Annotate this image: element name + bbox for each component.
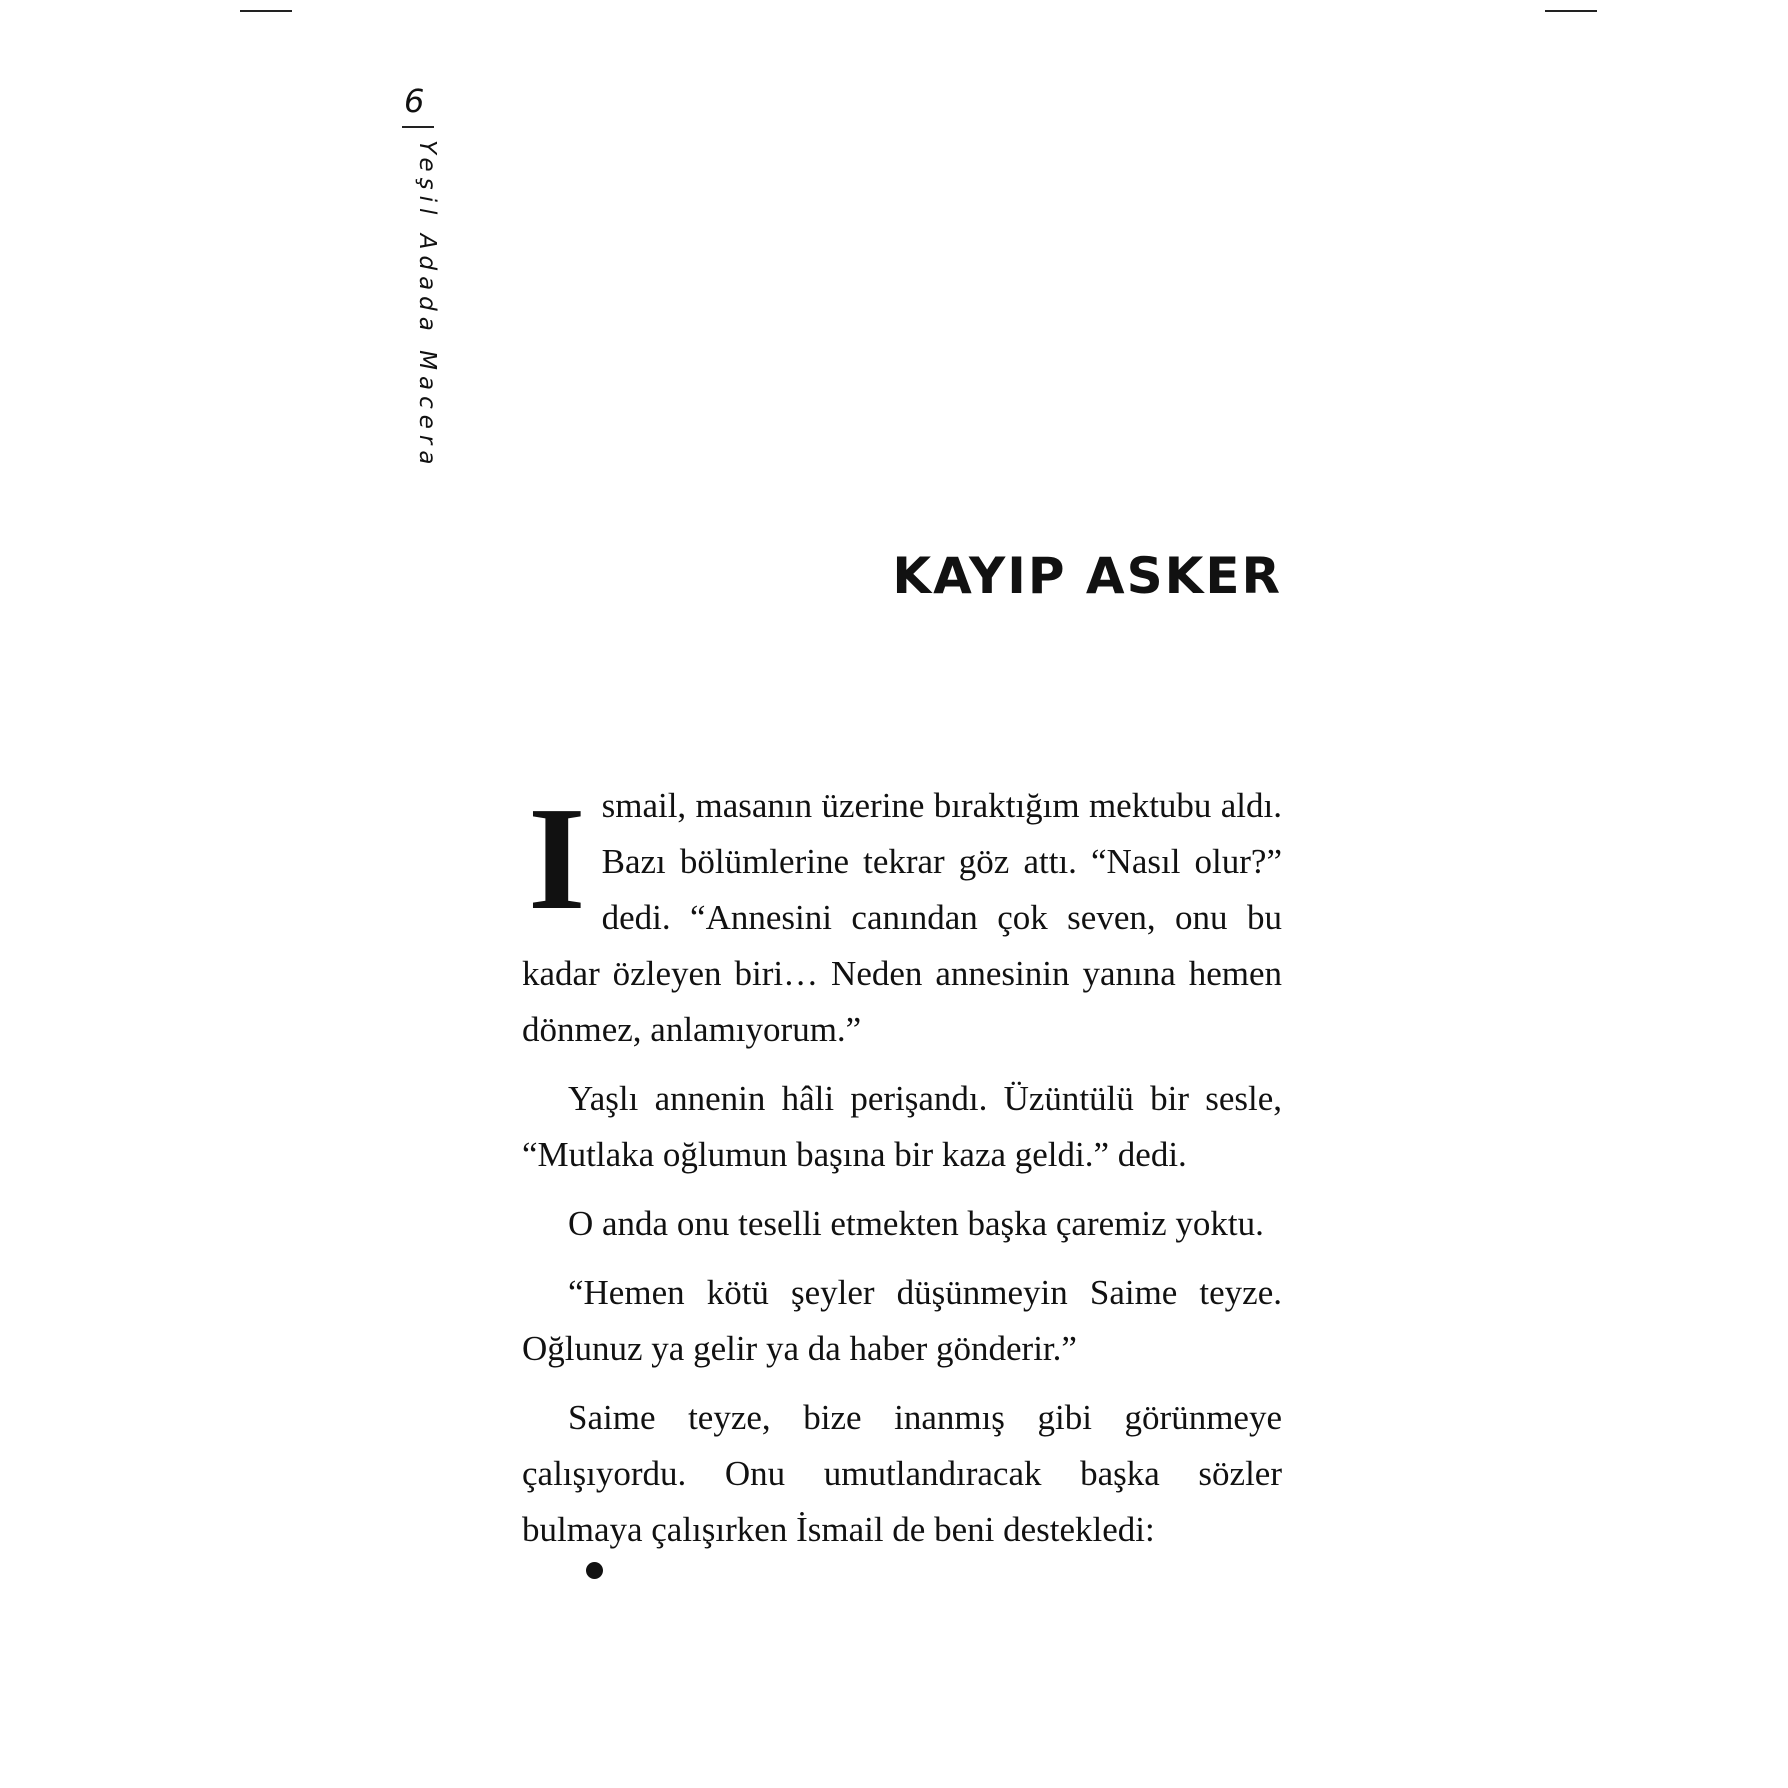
body-text [522,778,1282,1571]
paragraph-3: O anda onu teselli etmekten başka çaremiz yoktu. [568,1204,1264,1243]
paragraph-1 [522,778,1282,1058]
page-number: 6 [404,82,425,120]
crop-mark-right [1545,10,1597,12]
paragraph-2: Yaşlı annenin hâli perişandı. Üzüntülü bir sesle, “Mutlaka oğlumun başına bir kaza geldi.” dedi. [522,1079,1282,1174]
chapter-title: KAYIP ASKER [892,547,1282,605]
running-head [392,82,442,471]
book-title: Yeşil Adada Macera [414,140,440,471]
running-head-rule [402,126,434,128]
dropcap-dot [586,1562,603,1579]
paragraph-4: “Hemen kötü şeyler düşünmeyin Saime teyze. Oğlunuz ya gelir ya da haber gönderir.” [522,1273,1282,1368]
paragraph-1-text: smail, masanın üzerine bıraktığım mektubu aldı. Bazı bölümlerine tekrar göz attı. “Nasıl olur?” dedi. “Annesini canından çok seven, onu bu kadar özleyen biri… Neden annesinin yanına hemen dönmez, anlamıyorum.” [522,786,1282,1049]
dropcap: I [528,777,586,941]
paragraph-5: Saime teyze, bize inanmış gibi görünmeye çalışıyordu. Onu umutlandıracak başka sözler bulmaya çalışırken İsmail de beni destekledi: [522,1398,1282,1549]
crop-mark-left [240,10,292,12]
